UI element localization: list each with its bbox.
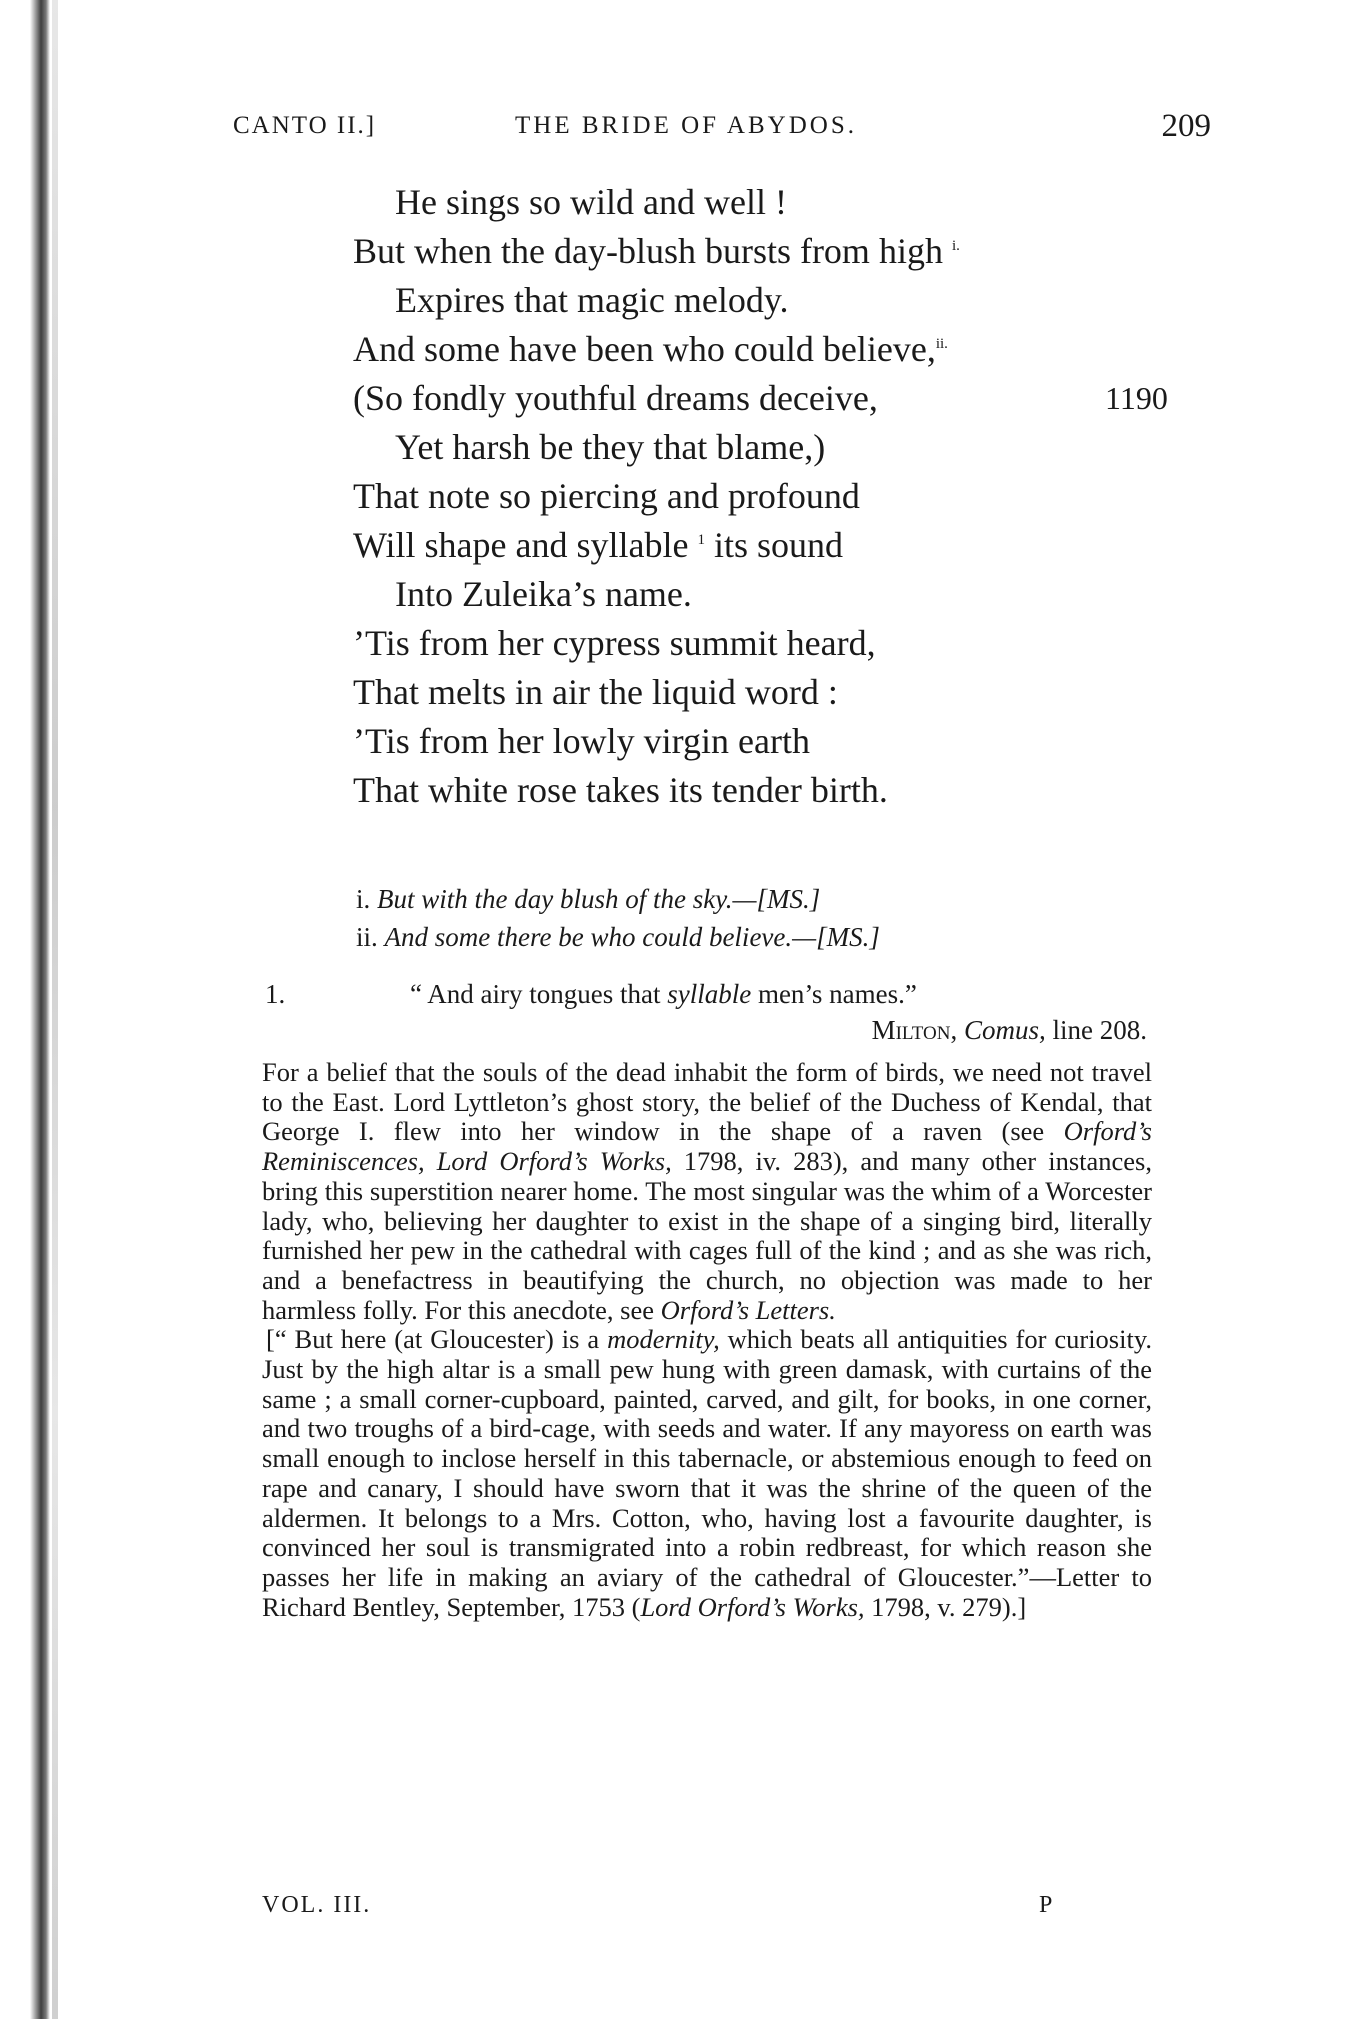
- poem-verse: [353, 178, 1213, 815]
- variant-marker: ii.: [935, 336, 948, 352]
- verse-line: That note so piercing and profound: [353, 476, 860, 516]
- running-header: [233, 108, 1211, 152]
- verse-line: But when the day-blush bursts from high $^{i.}$: [353, 231, 960, 271]
- editorial-notes: [262, 1058, 1152, 1622]
- verse-line: ’Tis from her lowly virgin earth: [353, 721, 810, 761]
- footnote-number: 1.: [265, 979, 286, 1009]
- canto-label: CANTO II.]: [233, 112, 377, 139]
- verse-line: Will shape and syllable $^1$ its sound: [353, 525, 843, 565]
- verse-line: Expires that magic melody.: [395, 280, 789, 320]
- book-binding-shadow: [30, 0, 50, 2019]
- footnote-marker: 1: [697, 532, 705, 548]
- quotation-text: “ And airy tongues that syllable men’s names.”: [410, 979, 917, 1009]
- note-paragraph: For a belief that the souls of the dead inhabit the form of birds, we need not travel to the East. Lord Lyttleton’s ghost story, the belief of the Duchess of Kendal, that George I. flew into her window in the shape of a raven (see Orford’s Reminiscences, Lord Orford’s Works, 1798, iv. 283), and many other instances, bring this superstition nearer home. The most singular was the whim of a Worcester lady, who, believing her daughter to exist in the shape of a singing bird, literally furnished her pew in the cathedral with cages full of the kind ; and as she was rich, and a benefactress in beautifying the church, no objection was made to her harmless folly. For this anecdote, see Orford’s Letters.: [262, 1057, 1152, 1325]
- note-paragraph: [“ But here (at Gloucester) is a modernity, which beats all antiquities for curiosity. Just by the high altar is a small pew hung with green damask, with curtains of the same ; a small corner-cupboard, painted, carved, and gilt, for books, in one corner, and two troughs of a bird-cage, with seeds and water. If any mayoress on earth was small enough to inclose herself in this tabernacle, or abstemious enough to feed on rape and canary, I should have sworn that it was the shrine of the queen of the aldermen. It belongs to a Mrs. Cotton, who, having lost a favourite daughter, is convinced her soul is transmigrated into a robin redbreast, for which reason she passes her life in making an aviary of the cathedral of Gloucester.”—Letter to Richard Bentley, September, 1753 (Lord Orford’s Works, 1798, v. 279).]: [262, 1324, 1152, 1622]
- running-title: THE BRIDE OF ABYDOS.: [515, 112, 857, 139]
- volume-label: VOL. III.: [262, 1892, 372, 1918]
- manuscript-variants: [356, 880, 880, 956]
- variant-reading: ii. And some there be who could believe.—[MS.]: [356, 922, 880, 952]
- verse-line: That melts in air the liquid word :: [353, 672, 838, 712]
- verse-line: Into Zuleika’s name.: [395, 574, 692, 614]
- page-number: 209: [1161, 108, 1211, 144]
- verse-line: And some have been who could believe,$^{ii.}$: [353, 329, 948, 369]
- quotation-attribution: Milton, Comus, line 208.: [871, 1015, 1147, 1045]
- variant-reading: i. But with the day blush of the sky.—[MS.]: [356, 884, 821, 914]
- verse-line: ’Tis from her cypress summit heard,: [353, 623, 876, 663]
- book-gutter: [52, 0, 58, 2019]
- verse-line: Yet harsh be they that blame,): [395, 427, 826, 467]
- verse-line: He sings so wild and well !: [395, 182, 787, 222]
- verse-line: That white rose takes its tender birth.: [353, 770, 888, 810]
- signature-mark: P: [1039, 1892, 1055, 1918]
- variant-marker: i.: [951, 238, 960, 254]
- line-number: 1190: [1105, 380, 1168, 416]
- verse-line: (So fondly youthful dreams deceive, 1190: [353, 374, 1213, 423]
